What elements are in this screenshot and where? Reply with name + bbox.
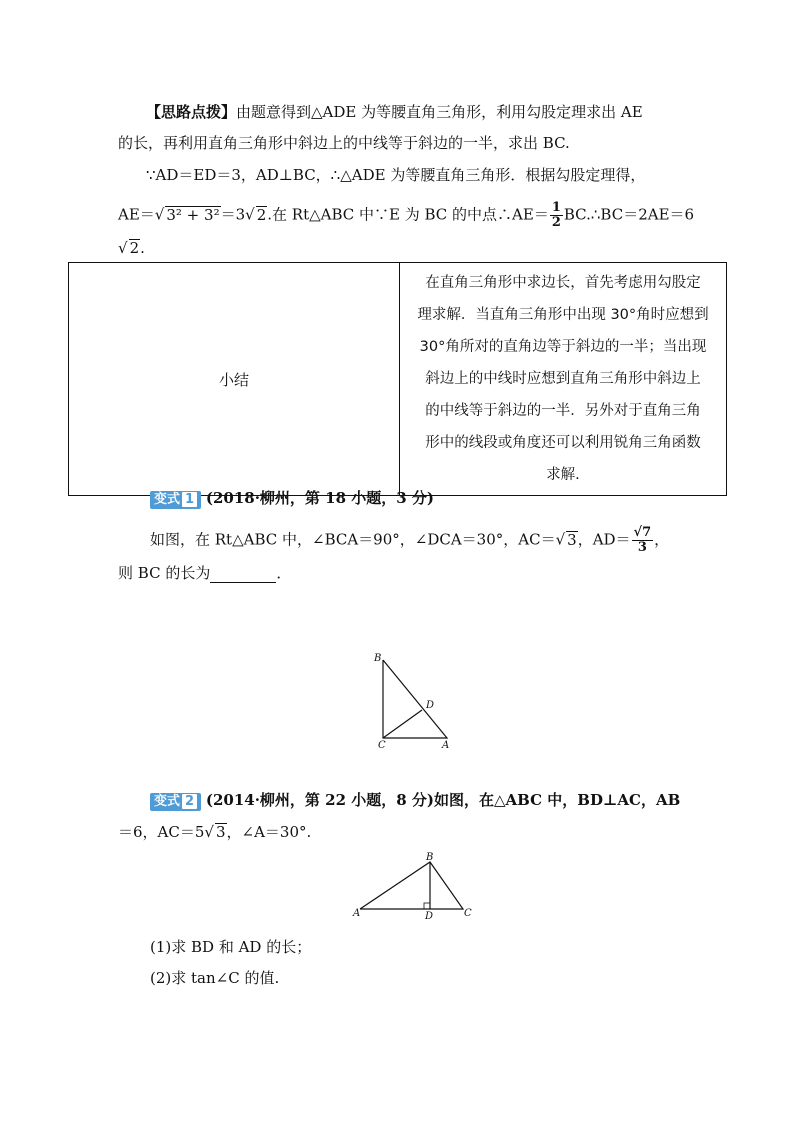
vertex-C: C <box>378 740 386 750</box>
q-text: ，∠A＝30°. <box>226 823 312 841</box>
variant2-source: (2014·柳州，第 22 小题，8 分)如图，在△ABC 中，BD⊥AC，AB <box>205 791 681 809</box>
answer-blank[interactable] <box>210 568 276 583</box>
summary-line: 在直角三角形中求边长，首先考虑用勾股定 <box>425 275 701 291</box>
summary-line: 求解. <box>546 467 580 483</box>
sqrt-radicand: 2 <box>129 239 140 257</box>
summary-line: 理求解．当直角三角形中出现 30°角时应想到 <box>417 307 709 323</box>
sqrt-sign: √ <box>245 205 255 224</box>
q-text: 则 BC 的长为 <box>118 564 211 582</box>
sol-mid: .在 Rt△ABC 中∵E 为 BC 的中点∴AE＝ <box>267 205 549 224</box>
summary-content <box>400 263 727 496</box>
fraction-numerator: √7 <box>633 525 652 540</box>
variant1-header <box>150 488 434 509</box>
badge-number: 1 <box>182 492 197 507</box>
vertex-B: B <box>426 852 434 863</box>
badge-text: 变式 <box>154 492 181 507</box>
fraction <box>632 526 654 555</box>
fraction-denominator: 2 <box>551 215 561 230</box>
summary-table <box>68 262 727 496</box>
figure-1 <box>370 650 460 750</box>
vertex-A: A <box>442 740 450 750</box>
fraction-numerator: 1 <box>551 200 561 215</box>
q-text: ， <box>654 530 670 549</box>
solution-line-3: ∵AD＝ED＝3，AD⊥BC，∴△ADE 为等腰直角三角形．根据勾股定理得， <box>146 166 646 184</box>
sqrt-radicand: 3 <box>215 823 226 841</box>
figure-2 <box>350 852 480 922</box>
hint-text: 由题意得到△ADE 为等腰直角三角形，利用勾股定理求出 AE <box>236 103 643 121</box>
variant2-q2: (2)求 tan∠C 的值. <box>150 969 280 987</box>
summary-line: 30°角所对的直角边等于斜边的一半；当出现 <box>419 339 707 355</box>
sqrt-sign: √ <box>118 239 128 257</box>
summary-line: 的中线等于斜边的一半．另外对于直角三角 <box>425 403 701 419</box>
q-text: 如图，在 Rt△ABC 中，∠BCA＝90°，∠DCA＝30°，AC＝ <box>150 530 556 549</box>
summary-label: 小结 <box>69 263 400 496</box>
solution-line-4 <box>118 201 694 230</box>
variant1-question-line-2 <box>118 563 291 583</box>
sqrt-radicand: 3 <box>567 530 577 549</box>
sqrt-sign: √ <box>154 205 165 224</box>
fraction <box>550 201 563 230</box>
sol-eq: ＝3 <box>220 205 246 224</box>
variant2-badge <box>150 793 201 811</box>
q-text: ，AD＝ <box>577 530 631 549</box>
vertex-B: B <box>374 653 382 664</box>
vertex-A: A <box>353 908 361 919</box>
variant2-line-2 <box>118 822 311 842</box>
sqrt-radicand: 2 <box>256 205 267 224</box>
vertex-D: D <box>426 700 435 711</box>
sqrt-sign: √ <box>555 530 566 549</box>
variant1-source: (2018·柳州，第 18 小题，3 分) <box>205 489 434 507</box>
hint-line-2: 的长，再利用直角三角形中斜边上的中线等于斜边的一半，求出 BC. <box>118 134 570 152</box>
hint-label: 【思路点拨】 <box>146 103 237 121</box>
q-text: ＝6，AC＝5 <box>118 823 205 841</box>
solution-line-5 <box>118 238 145 258</box>
variant1-question-line-1 <box>150 526 669 555</box>
badge-number: 2 <box>182 794 197 809</box>
badge-text: 变式 <box>154 794 181 809</box>
summary-line: 斜边上的中线时应想到直角三角形中斜边上 <box>425 371 701 387</box>
period: . <box>140 239 145 257</box>
sol-ae: AE＝ <box>118 205 155 224</box>
q-text: ． <box>276 564 292 582</box>
summary-line: 形中的线段或角度还可以利用锐角三角函数 <box>425 435 701 451</box>
hint-line-1 <box>146 102 643 122</box>
vertex-D: D <box>425 911 434 922</box>
sqrt-radicand: 3² + 3² <box>166 205 220 224</box>
sol-end: BC.∴BC＝2AE＝6 <box>563 205 695 224</box>
variant2-q1: (1)求 BD 和 AD 的长； <box>150 938 312 956</box>
sqrt-sign: √ <box>204 823 214 841</box>
variant2-header <box>150 790 680 811</box>
vertex-C: C <box>464 908 472 919</box>
fraction-denominator: 3 <box>637 540 647 555</box>
variant1-badge <box>150 491 201 509</box>
